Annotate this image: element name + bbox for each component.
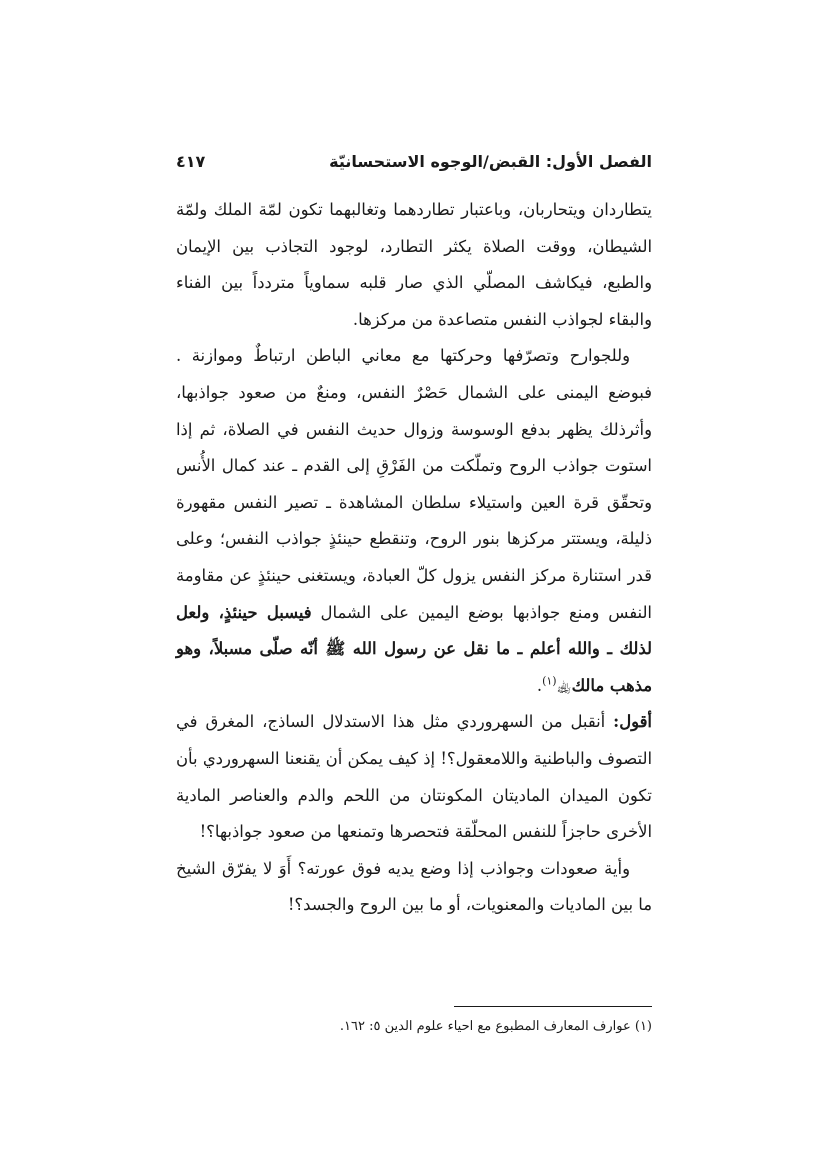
page-number: ٤١٧ bbox=[176, 152, 206, 171]
running-header bbox=[176, 152, 652, 182]
paragraph-3-label: أقول: bbox=[613, 712, 652, 732]
paragraph-3-text: أنقبل من السهروردي مثل هذا الاستدلال الساذج، المغرق في التصوف والباطنية واللامعقول؟! إذ كيف يمكن أن يقنعنا السهروردي بأن تكون الميدان الماديتان المكونتان من اللحم والدم والعناصر المادية الأخرى حاجزاً للنفس المحلّقة فتحصرها وتمنعها من صعود جواذبها؟! bbox=[176, 712, 652, 842]
paragraph-3 bbox=[176, 704, 652, 850]
footnote-divider bbox=[454, 1006, 652, 1007]
paragraph-2-bold: فيسبل حينئذٍ، ولعل لذلك ـ والله أعلم ـ ما نقل عن رسول الله ﷺ أنّه صلّى مسبلاً، وهو مذهب مالك bbox=[176, 602, 652, 695]
footnote-reference: (١) bbox=[542, 674, 557, 688]
chapter-title: الفصل الأول: القبض/الوجوه الاستحسانيّة bbox=[329, 152, 652, 171]
paragraph-1: يتطاردان ويتحاربان، وباعتبار تطاردهما وتغالبهما تكون لمّة الملك ولمّة الشيطان، ووقت الصلاة يكثر التطارد، لوجود التجاذب بين الإيمان والطبع، فيكاشف المصلّي الذي صار قلبه سماوياً متردداً بين الفناء والبقاء لجواذب النفس متصاعدة من مركزها. bbox=[176, 200, 652, 329]
paragraph-2-bold-tail: ﵀ bbox=[556, 675, 572, 695]
paragraph-2 bbox=[176, 338, 652, 704]
main-text bbox=[176, 192, 652, 924]
footnote: (١) عوارف المعارف المطبوع مع احياء علوم الدين ٥: ١٦٢. bbox=[339, 1019, 652, 1034]
paragraph-2-plain: وللجوارح وتصرّفها وحركتها مع معاني الباطن ارتباطٌ وموازنة . فبوضع اليمنى على الشمال حَصْرٌ النفس، ومنعٌ من صعود جواذبها، وأثرذلك يظهر بدفع الوسوسة وزوال حديث النفس في الصلاة، ثم إذا استوت جواذب الروح وتملّكت من الفَرْقِ إلى القدم ـ عند كمال الأُنس وتحقّق قرة العين واستيلاء سلطان المشاهدة ـ تصير النفس مقهورة ذليلة، ويستتر مركزها بنور الروح، وتنقطع حينئذٍ جواذب النفس؛ وعلى قدر استنارة مركز النفس يزول كلّ العبادة، ويستغنى حينئذٍ عن مقاومة النفس ومنع جواذبها بوضع اليمين على الشمال bbox=[176, 346, 652, 622]
paragraph-4: وأية صعودات وجواذب إذا وضع يديه فوق عورته؟ أَوَ لا يفرّق الشيخ ما بين الماديات والمعنويات، أو ما بين الروح والجسد؟! bbox=[176, 858, 652, 915]
paragraph-2-end: . bbox=[536, 675, 543, 695]
